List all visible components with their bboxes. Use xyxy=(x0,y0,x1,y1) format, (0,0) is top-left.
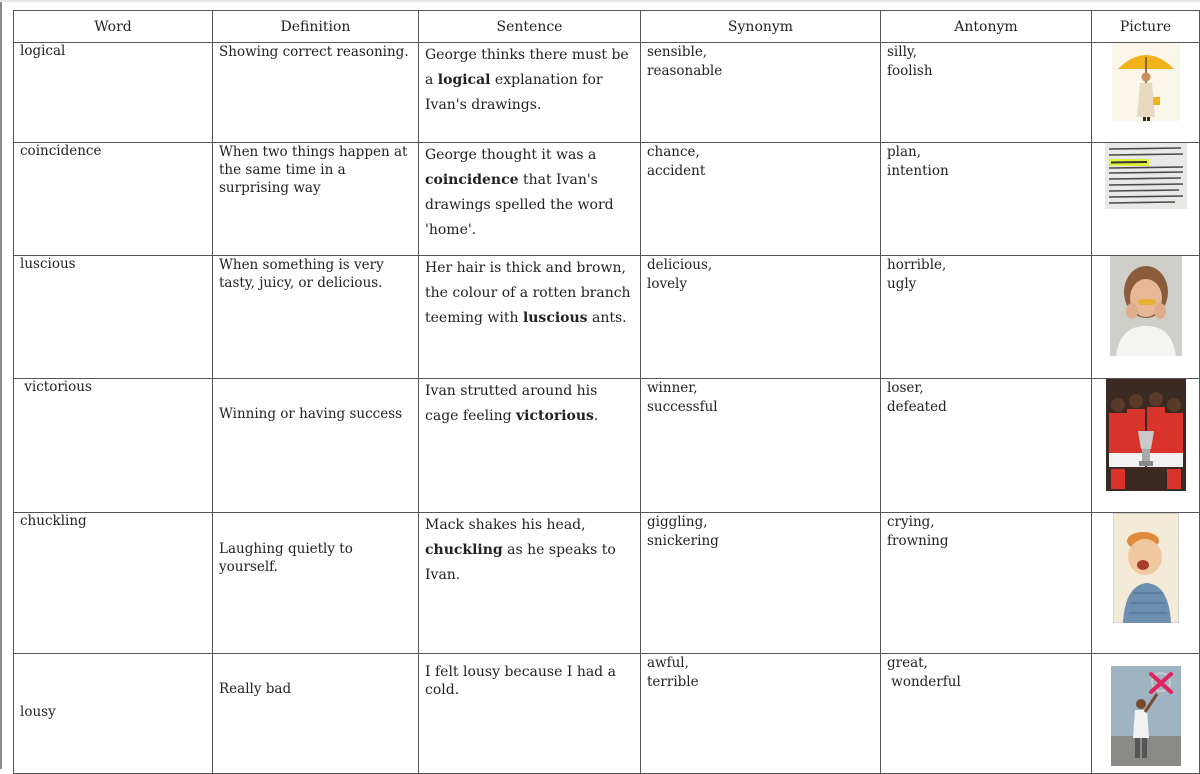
sentence-cell xyxy=(419,513,641,654)
team-with-trophy-photo xyxy=(1106,379,1186,491)
definition-text: Winning or having success xyxy=(219,406,403,422)
picture-cell xyxy=(1092,43,1200,143)
header-definition: Definition xyxy=(213,11,419,43)
antonym-line: wonderful xyxy=(887,674,961,690)
picture-cell xyxy=(1092,256,1200,379)
sentence-text: explanation for Ivan's drawings. xyxy=(425,72,603,113)
antonym-line: loser, xyxy=(887,380,924,396)
woman-with-yellow-umbrella-photo xyxy=(1112,43,1180,121)
synonym-line: awful, xyxy=(647,655,689,671)
antonym-cell xyxy=(881,43,1092,143)
antonym-cell xyxy=(881,513,1092,654)
laughing-child-photo xyxy=(1113,513,1179,623)
antonym-cell xyxy=(881,654,1092,774)
antonym-line: defeated xyxy=(887,399,947,415)
antonym-line: intention xyxy=(887,163,949,179)
synonym-line: reasonable xyxy=(647,63,723,79)
sentence-bold-word: chuckling xyxy=(425,542,503,558)
word-cell: logical xyxy=(14,43,213,143)
antonym-line: crying, xyxy=(887,514,935,530)
synonym-cell xyxy=(641,256,881,379)
definition-text: Really bad xyxy=(219,681,292,697)
sentence-text: . xyxy=(593,408,599,424)
sentence-bold-word: coincidence xyxy=(425,172,519,188)
sentence-text: that Ivan's drawings spelled the word 'home'. xyxy=(425,172,614,238)
sentence-text: as he speaks to Ivan. xyxy=(425,542,616,583)
sentence-bold-word: logical xyxy=(437,72,491,88)
sentence-bold-word: luscious xyxy=(522,310,588,326)
table-row xyxy=(14,654,1200,774)
highlighted-dictionary-text-photo xyxy=(1105,143,1187,209)
picture-cell xyxy=(1092,513,1200,654)
picture-cell xyxy=(1092,654,1200,774)
word-cell: coincidence xyxy=(14,143,213,256)
page-edge-top xyxy=(0,0,1200,2)
definition-cell: Showing correct reasoning. xyxy=(213,43,419,143)
synonym-cell xyxy=(641,513,881,654)
sentence-text: George thought it was a xyxy=(425,147,597,163)
antonym-line: horrible, xyxy=(887,257,947,273)
synonym-line: successful xyxy=(647,399,718,415)
synonym-line: delicious, xyxy=(647,257,713,273)
picture-cell xyxy=(1092,379,1200,513)
antonym-cell xyxy=(881,379,1092,513)
header-synonym: Synonym xyxy=(641,11,881,43)
definition-text: Laughing quietly to yourself. xyxy=(219,541,353,575)
antonym-line: silly, xyxy=(887,44,918,60)
synonym-line: accident xyxy=(647,163,706,179)
definition-cell: When two things happen at the same time in a surprising way xyxy=(213,143,419,256)
definition-cell xyxy=(213,654,419,774)
antonym-line: foolish xyxy=(887,63,933,79)
page-edge xyxy=(0,0,2,769)
synonym-line: snickering xyxy=(647,533,719,549)
vocabulary-table xyxy=(13,10,1200,774)
word-text: lousy xyxy=(20,704,56,720)
sentence-bold-word: victorious xyxy=(516,408,594,424)
sentence-cell xyxy=(419,256,641,379)
sentence-cell xyxy=(419,43,641,143)
sentence-text: Ivan strutted around his cage feeling xyxy=(425,383,598,424)
sentence-cell xyxy=(419,654,641,774)
synonym-line: giggling, xyxy=(647,514,708,530)
header-picture: Picture xyxy=(1092,11,1200,43)
synonym-cell xyxy=(641,43,881,143)
synonym-line: chance, xyxy=(647,144,700,160)
table-row xyxy=(14,143,1200,256)
table-row xyxy=(14,43,1200,143)
synonym-cell xyxy=(641,379,881,513)
antonym-line: plan, xyxy=(887,144,921,160)
antonym-line: great, xyxy=(887,655,928,671)
synonym-line: sensible, xyxy=(647,44,708,60)
word-cell: victorious xyxy=(14,379,213,513)
header-antonym: Antonym xyxy=(881,11,1092,43)
word-cell: chuckling xyxy=(14,513,213,654)
sentence-text: Her hair is thick and brown, the colour of a rotten branch teeming with xyxy=(425,260,631,326)
sentence-text: ants. xyxy=(587,310,627,326)
synonym-line: lovely xyxy=(647,276,688,292)
definition-cell: When something is very tasty, juicy, or delicious. xyxy=(213,256,419,379)
synonym-line: terrible xyxy=(647,674,699,690)
missed-basketball-shot-photo xyxy=(1111,666,1181,766)
header-row xyxy=(14,11,1200,43)
antonym-line: ugly xyxy=(887,276,917,292)
synonym-line: winner, xyxy=(647,380,698,396)
word-cell: luscious xyxy=(14,256,213,379)
picture-cell xyxy=(1092,143,1200,256)
table-row xyxy=(14,256,1200,379)
antonym-line: frowning xyxy=(887,533,949,549)
header-word: Word xyxy=(14,11,213,43)
definition-cell xyxy=(213,379,419,513)
table-row xyxy=(14,513,1200,654)
synonym-cell xyxy=(641,143,881,256)
sentence-text: I felt lousy because I had a cold. xyxy=(425,664,616,698)
antonym-cell xyxy=(881,256,1092,379)
antonym-cell xyxy=(881,143,1092,256)
sentence-cell xyxy=(419,143,641,256)
sentence-cell xyxy=(419,379,641,513)
definition-cell xyxy=(213,513,419,654)
synonym-cell xyxy=(641,654,881,774)
header-sentence: Sentence xyxy=(419,11,641,43)
sentence-text: Mack shakes his head, xyxy=(425,517,586,533)
table-row xyxy=(14,379,1200,513)
sentence-text: George thinks there must be a xyxy=(425,47,629,88)
word-cell xyxy=(14,654,213,774)
woman-eating-photo xyxy=(1110,256,1182,356)
